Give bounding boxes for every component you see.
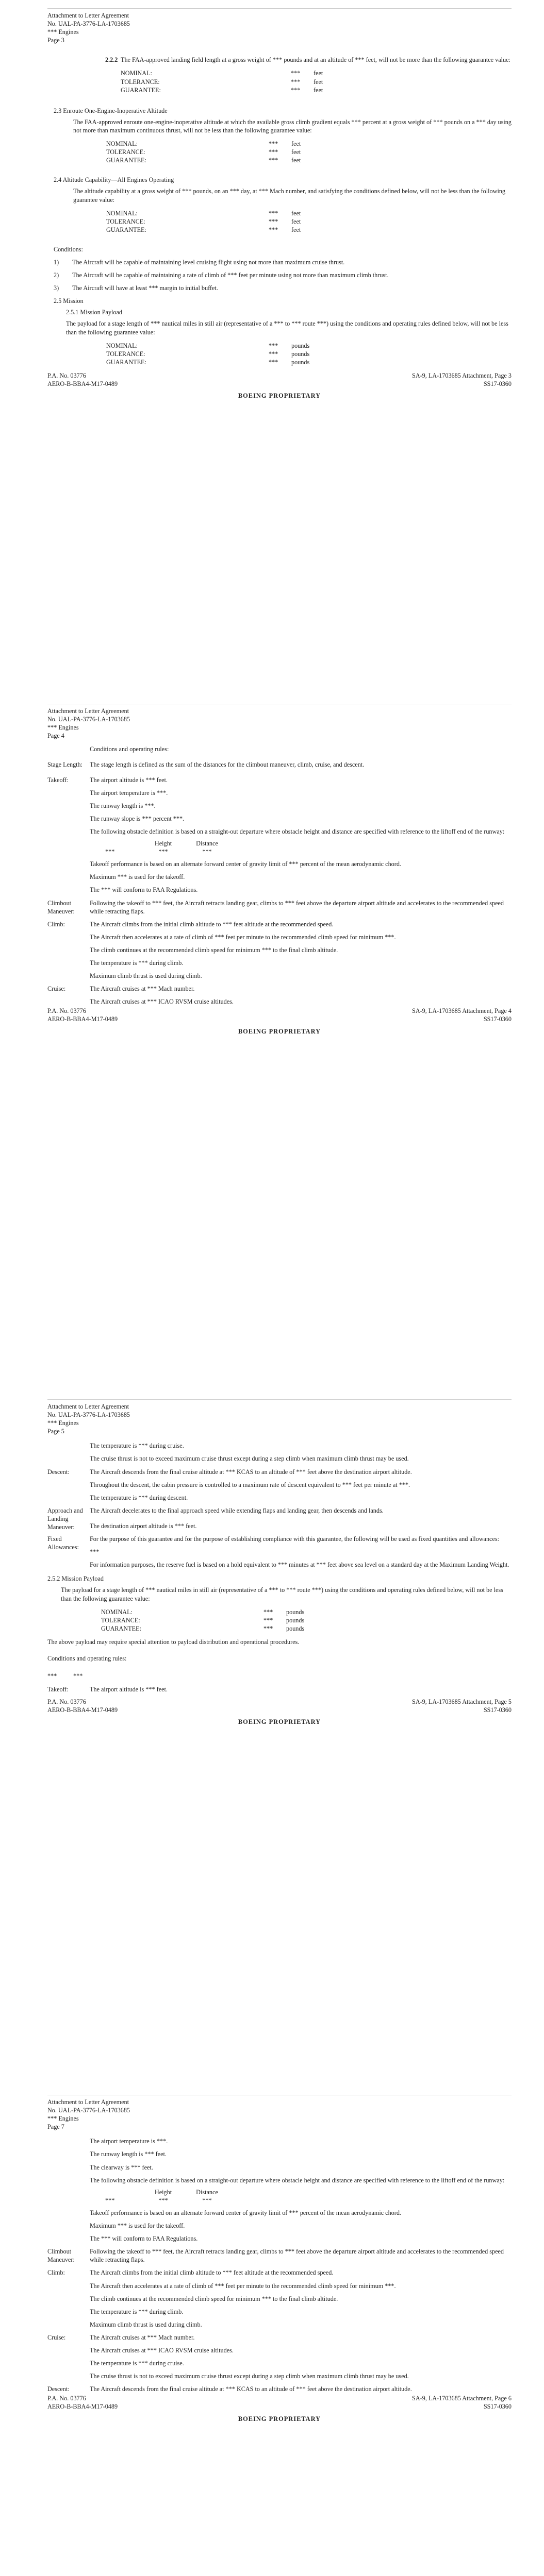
text-line: 1)	[54, 258, 59, 266]
text-line: The runway length is *** feet.	[90, 2150, 167, 2158]
text-line: The Aircraft decelerates to the final approach speed while extending flaps and landing gear, then descends and lands.	[90, 1506, 384, 1514]
proprietary-mark: BOEING PROPRIETARY	[238, 1027, 321, 1035]
section-text: The payload for a stage length of *** nautical miles in still air (representative of a *** to *** route ***) using the conditions and operating rules defined below, will not be less than the following guarantee value:	[66, 320, 508, 336]
text-line: Maximum *** is used for the takeoff.	[90, 873, 185, 881]
condition-item	[54, 271, 512, 279]
text-line: The Aircraft cruises at *** Mach number.	[90, 985, 195, 993]
text-line: Page 7	[47, 2123, 64, 2131]
row-label: Takeoff:	[47, 776, 69, 784]
text-line: Following the takeoff to *** feet, the Aircraft retracts landing gear, climbs to *** feet above the departure airport altitude and accelerates to the recommended speed while retracting flaps.	[90, 2248, 504, 2264]
value: ***	[269, 217, 278, 225]
text-line: Height	[154, 2188, 172, 2196]
unit: feet	[314, 70, 323, 77]
text-line: The Aircraft cruises at *** ICAO RVSM cruise altitudes.	[90, 998, 234, 1006]
text-line: The clearway is *** feet.	[90, 2163, 153, 2171]
label-guarantee: GUARANTEE:	[106, 157, 146, 164]
text-line: AERO-B-BBA4-M17-0489	[47, 2403, 118, 2411]
guarantee-table	[106, 140, 301, 164]
takeoff	[47, 776, 512, 899]
takeoff-cont	[47, 2137, 512, 2247]
row-label: Takeoff:	[47, 1686, 69, 1693]
text-line: Attachment to Letter Agreement	[47, 2098, 129, 2106]
text-line: SS17-0360	[483, 380, 512, 387]
text-line: ***	[105, 2196, 115, 2204]
text-line: ***	[158, 2196, 168, 2204]
label-tolerance: TOLERANCE:	[106, 217, 145, 225]
descent	[47, 1468, 512, 1506]
text-line: The Aircraft descends from the final cruise altitude at *** KCAS to an altitude of *** feet above the destination airport altitude.	[90, 2385, 412, 2393]
text-line: The climb continues at the recommended climb speed for minimum *** to the final climb altitude.	[90, 2295, 338, 2302]
text-line: The following obstacle definition is based on a straight-out departure where obstacle height and distance are specified with reference to the liftoff end of the runway:	[90, 827, 505, 835]
takeoff	[47, 1685, 512, 1698]
condition-item	[54, 284, 512, 292]
guarantee-table	[106, 342, 309, 366]
text-line: The cruise thrust is not to exceed maximum cruise thrust except during a step climb when maximum climb thrust may be used.	[90, 2372, 409, 2380]
text-line: The *** will conform to FAA Regulations.	[90, 886, 198, 894]
text-line: The payload for a stage length of *** nautical miles in still air (representative of a *** to *** route ***) using the conditions and operating rules defined below, will not be less than the following guarantee value:	[61, 1586, 503, 1602]
text-line: The airport temperature is ***.	[90, 2138, 168, 2145]
text-line: Height	[154, 840, 172, 848]
text-line: The runway slope is *** percent ***.	[90, 815, 185, 822]
guarantee-table	[106, 209, 301, 234]
cruise-cont	[47, 1442, 512, 1467]
label-nominal: NOMINAL:	[106, 209, 138, 217]
value: ***	[263, 1624, 273, 1632]
text-line: *** Engines	[47, 2115, 79, 2123]
text-line: For the purpose of this guarantee and for the purpose of establishing compliance with this guarantee, the following will be used as fixed quantities and allowances:	[90, 1535, 500, 1543]
climbout	[47, 899, 512, 920]
text-line: SA-9, LA-1703685 Attachment, Page 4	[412, 1007, 512, 1015]
text-line: SA-9, LA-1703685 Attachment, Page 3	[412, 371, 512, 379]
value: ***	[269, 157, 278, 164]
text-line: The airport altitude is *** feet.	[90, 776, 168, 784]
conditions-intro: Conditions and operating rules:	[90, 745, 169, 753]
label-guarantee: GUARANTEE:	[101, 1624, 141, 1632]
value: ***	[269, 350, 278, 358]
label-tolerance: TOLERANCE:	[101, 1616, 140, 1624]
text-line: Maximum climb thrust is used during climb.	[90, 2320, 202, 2328]
text-line: The climb continues at the recommended climb speed for minimum *** to the final climb altitude.	[90, 946, 338, 954]
conditions-list	[54, 258, 512, 292]
text-line: Attachment to Letter Agreement	[47, 707, 129, 715]
row-label: Climbout Maneuver:	[47, 2248, 75, 2264]
section-2-5-2-title: 2.5.2 Mission Payload	[47, 1575, 104, 1583]
text-line: The Aircraft descends from the final cruise altitude at *** KCAS to an altitude of *** feet above the destination airport altitude.	[90, 1468, 412, 1476]
value: ***	[269, 358, 278, 366]
page-4	[47, 707, 512, 1036]
text-line: The temperature is *** during descent.	[90, 1494, 188, 1501]
obstacle-table	[105, 839, 512, 848]
label-nominal: NOMINAL:	[106, 140, 138, 148]
header-line: No. UAL-PA-3776-LA-1703685	[47, 20, 130, 28]
text-line: Maximum climb thrust is used during climb.	[90, 972, 202, 980]
text-line: ***	[202, 2196, 212, 2204]
text-line: No. UAL-PA-3776-LA-1703685	[47, 1411, 130, 1419]
value: ***	[269, 140, 278, 148]
section-2-2-2	[105, 56, 512, 95]
text-line: The following obstacle definition is based on a straight-out departure where obstacle height and distance are specified with reference to the liftoff end of the runway:	[90, 2176, 505, 2184]
conditions-title: Conditions:	[54, 245, 83, 253]
section-number: 2.2.2	[105, 56, 118, 64]
text-line: 3)	[54, 284, 59, 292]
unit: feet	[291, 209, 301, 217]
fixed-allowances	[47, 1535, 512, 1573]
label-guarantee: GUARANTEE:	[121, 86, 161, 94]
text-line: The stage length is defined as the sum of the distances for the climbout maneuver, climb, cruise, and descent.	[90, 761, 365, 769]
unit: feet	[314, 86, 323, 94]
value: ***	[263, 1608, 273, 1616]
page-header	[47, 1402, 512, 1435]
label-guarantee: GUARANTEE:	[106, 226, 146, 233]
page-footer	[47, 371, 512, 388]
proprietary-mark: BOEING PROPRIETARY	[238, 1718, 321, 1726]
section-2-5-1	[66, 319, 512, 366]
proprietary-mark: BOEING PROPRIETARY	[238, 392, 321, 400]
text-line: The airport temperature is ***.	[90, 789, 168, 796]
text-line: The Aircraft then accelerates at a rate of climb of *** feet per minute to the recommended climb speed for minimum ***.	[90, 2282, 396, 2290]
section-2-4	[73, 187, 512, 233]
climb	[47, 2268, 512, 2333]
unit: feet	[291, 217, 301, 225]
text-line: The cruise thrust is not to exceed maximum cruise thrust except during a step climb when maximum climb thrust may be used.	[90, 1455, 409, 1463]
obstacle-table-values	[105, 848, 512, 856]
text-line: Takeoff performance is based on an alternate forward center of gravity limit of *** percent of the mean aerodynamic chord.	[90, 860, 401, 868]
unit: feet	[314, 78, 323, 86]
text-line: SS17-0360	[483, 1015, 512, 1023]
guarantee-table	[121, 69, 323, 94]
text-line: ***	[90, 1548, 100, 1556]
label-tolerance: TOLERANCE:	[121, 78, 160, 86]
label-nominal: NOMINAL:	[106, 342, 138, 349]
text-line: The runway length is ***.	[90, 802, 156, 809]
section-2-3-title: 2.3 Enroute One-Engine-Inoperative Altitude	[54, 107, 168, 114]
text-line: The temperature is *** during climb.	[90, 959, 184, 967]
text-line: Distance	[196, 840, 218, 848]
header-rule	[47, 8, 512, 9]
unit: pounds	[291, 350, 310, 358]
row-label: Climbout Maneuver:	[47, 899, 75, 915]
value: ***	[291, 70, 301, 77]
unit: feet	[291, 226, 301, 233]
text-line: SS17-0360	[483, 2403, 512, 2411]
text-line: ***	[105, 848, 115, 856]
section-2-5-title: 2.5 Mission	[54, 297, 84, 305]
climbout	[47, 2247, 512, 2268]
text-line: Distance	[196, 2188, 218, 2196]
section-2-5-1-title: 2.5.1 Mission Payload	[66, 309, 123, 316]
value: ***	[291, 78, 301, 86]
text-line: For information purposes, the reserve fuel is based on a hold equivalent to *** minutes at *** feet above sea level on a standard day at the Maximum Landing Weight.	[90, 1561, 509, 1569]
text-line: Maximum *** is used for the takeoff.	[90, 2222, 185, 2230]
unit: feet	[291, 148, 301, 156]
approach	[47, 1506, 512, 1535]
obstacle-table	[105, 2188, 512, 2196]
row-label: Descent:	[47, 1468, 70, 1476]
section-2-3	[73, 118, 512, 164]
text-line: Throughout the descent, the cabin pressure is controlled to a maximum rate of descent equivalent to *** feet per minute at ***.	[90, 1481, 410, 1488]
unit: pounds	[291, 358, 310, 366]
unit: pounds	[286, 1616, 305, 1624]
text-line: Takeoff performance is based on an alternate forward center of gravity limit of *** percent of the mean aerodynamic chord.	[90, 2209, 401, 2216]
value: ***	[269, 209, 278, 217]
label-tolerance: TOLERANCE:	[106, 350, 145, 358]
label-nominal: NOMINAL:	[101, 1608, 133, 1616]
header-line: Attachment to Letter Agreement	[47, 12, 129, 19]
row-label: Cruise:	[47, 2333, 66, 2341]
page-footer	[47, 1007, 512, 1023]
value: ***	[291, 86, 301, 94]
text-line: The Aircraft will be capable of maintaining a rate of climb of *** feet per minute using not more than maximum climb thrust.	[72, 272, 389, 279]
unit: pounds	[286, 1608, 305, 1616]
row-label: Climb:	[47, 2269, 65, 2277]
text-line: Attachment to Letter Agreement	[47, 1403, 129, 1410]
climb	[47, 920, 512, 985]
text-line: AERO-B-BBA4-M17-0489	[47, 1706, 118, 1714]
text-line: No. UAL-PA-3776-LA-1703685	[47, 716, 130, 723]
text-line: The temperature is *** during climb.	[90, 2308, 184, 2315]
row-label: Descent:	[47, 2385, 70, 2393]
text-line: AERO-B-BBA4-M17-0489	[47, 380, 118, 387]
stage-length	[47, 760, 512, 773]
page-header	[47, 2098, 512, 2131]
text-line: SA-9, LA-1703685 Attachment, Page 6	[412, 2395, 512, 2402]
text-line: Page 4	[47, 732, 64, 740]
text-line: The temperature is *** during cruise.	[90, 1442, 184, 1450]
guarantee-table	[101, 1608, 304, 1633]
text-line: P.A. No. 03776	[47, 2395, 86, 2402]
text-line: *** Engines	[47, 1419, 79, 1427]
obstacle-table-values	[105, 2196, 512, 2205]
unit: feet	[291, 157, 301, 164]
text-line: The *** will conform to FAA Regulations.	[90, 2235, 198, 2243]
text-line: P.A. No. 03776	[47, 1698, 86, 1706]
text-line: The destination airport altitude is *** feet.	[90, 1522, 197, 1530]
unit: pounds	[286, 1624, 305, 1632]
section-2-4-title: 2.4 Altitude Capability—All Engines Operating	[54, 176, 174, 184]
cruise	[47, 985, 512, 1007]
page-footer	[47, 2394, 512, 2411]
value: ***	[269, 342, 278, 349]
text-line: AERO-B-BBA4-M17-0489	[47, 1015, 118, 1023]
value: ***	[269, 226, 278, 233]
section-text: The FAA-approved landing field length at a gross weight of *** pounds and at an altitude of *** feet, will not be more than the following guarantee value:	[121, 56, 510, 64]
unit: feet	[291, 140, 301, 148]
text-line: ***	[73, 1672, 83, 1680]
text-line: ***	[202, 848, 212, 856]
text-line: P.A. No. 03776	[47, 1007, 86, 1015]
value: ***	[263, 1616, 273, 1624]
row-label: Fixed Allowances:	[47, 1535, 79, 1551]
page-5	[47, 1402, 512, 1726]
unit: pounds	[291, 342, 310, 349]
text-line: Page 5	[47, 1428, 64, 1435]
section-text: The FAA-approved enroute one-engine-inoperative altitude at which the available gross climb gradient equals *** percent at a gross weight of *** pounds on a *** day using not more than maximum continuous thrust, will not be less than the following guarantee value:	[73, 118, 512, 134]
text-line: 2)	[54, 272, 59, 279]
text-line: No. UAL-PA-3776-LA-1703685	[47, 2107, 130, 2114]
text-line: ***	[158, 848, 168, 856]
page-7	[47, 2098, 512, 2423]
text-line: Following the takeoff to *** feet, the Aircraft retracts landing gear, climbs to *** feet above the departure airport altitude and accelerates to the recommended speed while retracting flaps.	[90, 899, 504, 915]
section-2-5-2	[61, 1586, 512, 1632]
section-text: The altitude capability at a gross weight of *** pounds, on an *** day, at *** Mach number, and satisfying the conditions defined below, will not be less than the following guarantee value:	[73, 188, 506, 204]
text-line: The Aircraft climbs from the initial climb altitude to *** feet altitude at the recommended speed.	[90, 2269, 334, 2277]
text-line: The Aircraft climbs from the initial climb altitude to *** feet altitude at the recommended speed.	[90, 920, 334, 928]
label-nominal: NOMINAL:	[121, 70, 152, 77]
page-header	[47, 11, 512, 44]
value: ***	[269, 148, 278, 156]
condition-item	[54, 258, 512, 266]
descent	[47, 2385, 512, 2394]
cruise	[47, 2333, 512, 2385]
label-guarantee: GUARANTEE:	[106, 358, 146, 366]
text-line: The airport altitude is *** feet.	[90, 1686, 168, 1693]
text-line: *** Engines	[47, 724, 79, 732]
text-line: P.A. No. 03776	[47, 371, 86, 379]
header-line: *** Engines	[47, 28, 79, 36]
text-line: The Aircraft will be capable of maintaining level cruising flight using not more than maximum cruise thrust.	[72, 258, 345, 266]
row-label: Stage Length:	[47, 761, 83, 769]
row-label: Climb:	[47, 920, 65, 928]
page-header	[47, 707, 512, 740]
header-rule	[47, 1399, 512, 1400]
text-line: The Aircraft then accelerates at a rate of climb of *** feet per minute to the recommended climb speed for minimum ***.	[90, 933, 396, 941]
label-tolerance: TOLERANCE:	[106, 148, 145, 156]
text-line: SA-9, LA-1703685 Attachment, Page 5	[412, 1698, 512, 1706]
text-line: SS17-0360	[483, 1706, 512, 1714]
text-line: The Aircraft cruises at *** ICAO RVSM cruise altitudes.	[90, 2346, 234, 2354]
conditions-intro: Conditions and operating rules:	[47, 1654, 127, 1662]
text-line: The Aircraft cruises at *** Mach number.	[90, 2333, 195, 2341]
text-line: The Aircraft will have at least *** margin to initial buffet.	[72, 284, 218, 292]
page-footer	[47, 1698, 512, 1714]
row-label: Approach and Landing Maneuver:	[47, 1506, 83, 1531]
proprietary-mark: BOEING PROPRIETARY	[238, 2415, 321, 2422]
row-label: Cruise:	[47, 985, 66, 993]
payload-note: The above payload may require special attention to payload distribution and operational procedures.	[47, 1638, 300, 1646]
text-line: ***	[47, 1672, 57, 1680]
text-line: The temperature is *** during cruise.	[90, 2360, 184, 2367]
redacted-row	[47, 1672, 512, 1680]
page-3	[47, 11, 512, 400]
header-line: Page 3	[47, 37, 64, 44]
